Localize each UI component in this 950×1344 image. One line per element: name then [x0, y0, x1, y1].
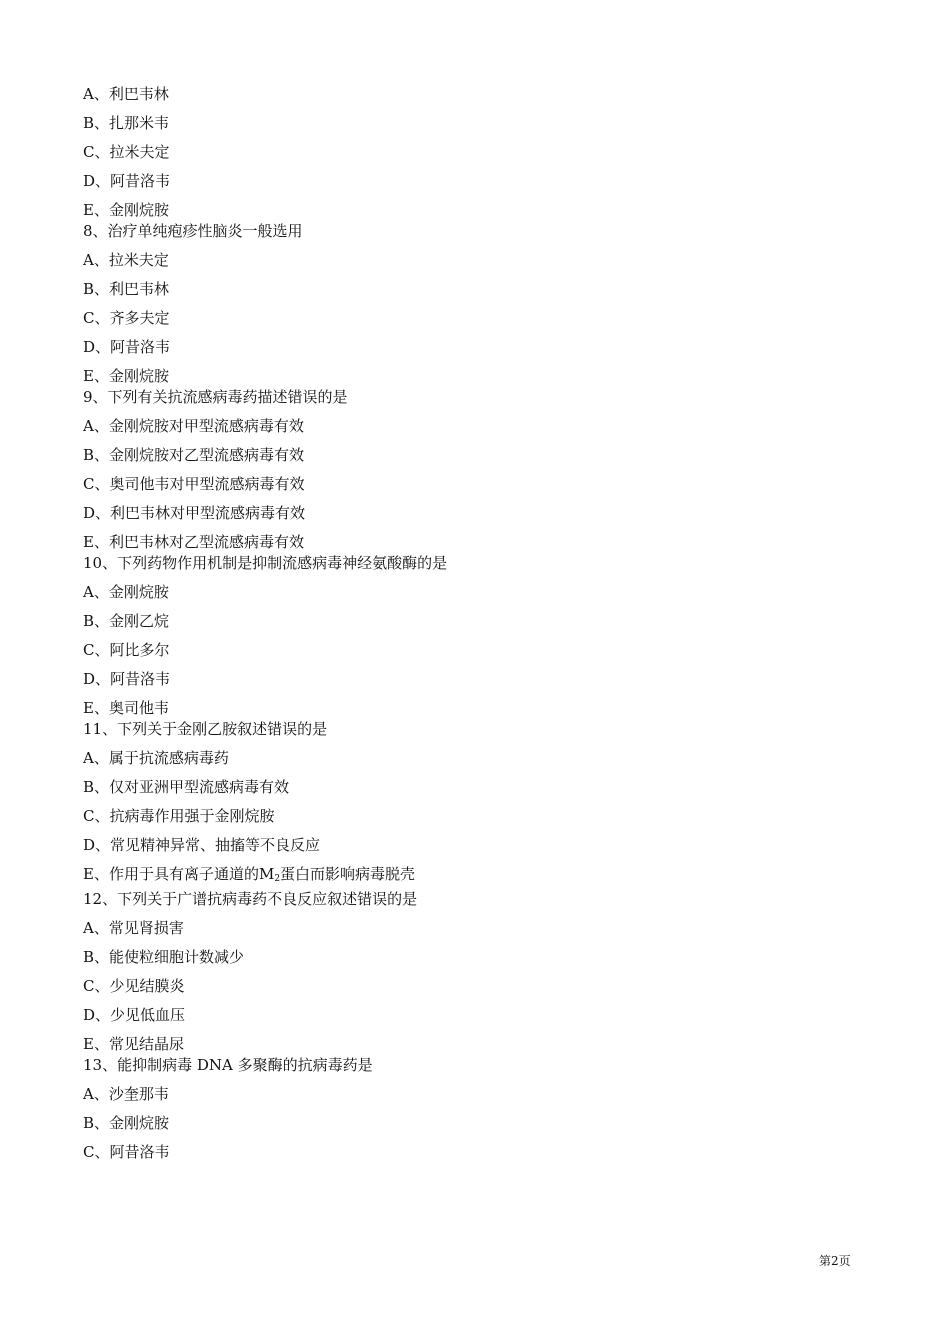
answer-option: E、常见结晶尿 [83, 1035, 184, 1053]
answer-option: C、阿比多尔 [83, 641, 170, 659]
question-stem: 8、治疗单纯疱疹性脑炎一般选用 [83, 222, 303, 240]
answer-option: A、常见肾损害 [83, 919, 184, 937]
answer-option: E、奥司他韦 [83, 699, 169, 717]
answer-option: C、少见结膜炎 [83, 977, 185, 995]
answer-option: A、拉米夫定 [83, 251, 169, 269]
question-stem: 10、下列药物作用机制是抑制流感病毒神经氨酸酶的是 [83, 554, 448, 572]
answer-option: A、金刚烷胺 [83, 583, 169, 601]
answer-option: D、少见低血压 [83, 1006, 186, 1024]
exam-question-list [83, 84, 883, 1171]
answer-option: A、利巴韦林 [83, 85, 169, 103]
answer-option: B、利巴韦林 [83, 280, 170, 298]
answer-option: A、属于抗流感病毒药 [83, 749, 229, 767]
answer-option: D、常见精神异常、抽搐等不良反应 [83, 836, 321, 854]
answer-option: C、抗病毒作用强于金刚烷胺 [83, 807, 275, 825]
answer-option: B、仅对亚洲甲型流感病毒有效 [83, 778, 290, 796]
option-text: 蛋白而影响病毒脱壳 [280, 865, 416, 883]
answer-option: D、利巴韦林对甲型流感病毒有效 [83, 504, 306, 522]
question-stem: 12、下列关于广谱抗病毒药不良反应叙述错误的是 [83, 890, 418, 908]
page-number: 第2页 [819, 1254, 851, 1268]
option-text: E、作用于具有离子通道的M [83, 865, 275, 883]
answer-option: D、阿昔洛韦 [83, 338, 171, 356]
answer-option: C、齐多夫定 [83, 309, 170, 327]
answer-option: B、金刚乙烷 [83, 612, 170, 630]
answer-option: B、金刚烷胺对乙型流感病毒有效 [83, 446, 305, 464]
answer-option: A、金刚烷胺对甲型流感病毒有效 [83, 417, 304, 435]
answer-option: E、金刚烷胺 [83, 201, 169, 219]
answer-option: D、阿昔洛韦 [83, 670, 171, 688]
question-stem: 13、能抑制病毒 DNA 多聚酶的抗病毒药是 [83, 1056, 373, 1074]
answer-option: C、阿昔洛韦 [83, 1143, 170, 1161]
subscript: 2 [274, 874, 281, 884]
question-stem: 9、下列有关抗流感病毒药描述错误的是 [83, 388, 348, 406]
answer-option: C、奥司他韦对甲型流感病毒有效 [83, 475, 305, 493]
answer-option: E、利巴韦林对乙型流感病毒有效 [83, 533, 304, 551]
answer-option: C、拉米夫定 [83, 143, 170, 161]
answer-option: D、阿昔洛韦 [83, 172, 171, 190]
question-stem: 11、下列关于金刚乙胺叙述错误的是 [83, 720, 328, 738]
answer-option: A、沙奎那韦 [83, 1085, 169, 1103]
answer-option: B、金刚烷胺 [83, 1114, 170, 1132]
answer-option: B、能使粒细胞计数减少 [83, 948, 245, 966]
answer-option: E、金刚烷胺 [83, 367, 169, 385]
answer-option [83, 864, 883, 889]
answer-option: B、扎那米韦 [83, 114, 170, 132]
